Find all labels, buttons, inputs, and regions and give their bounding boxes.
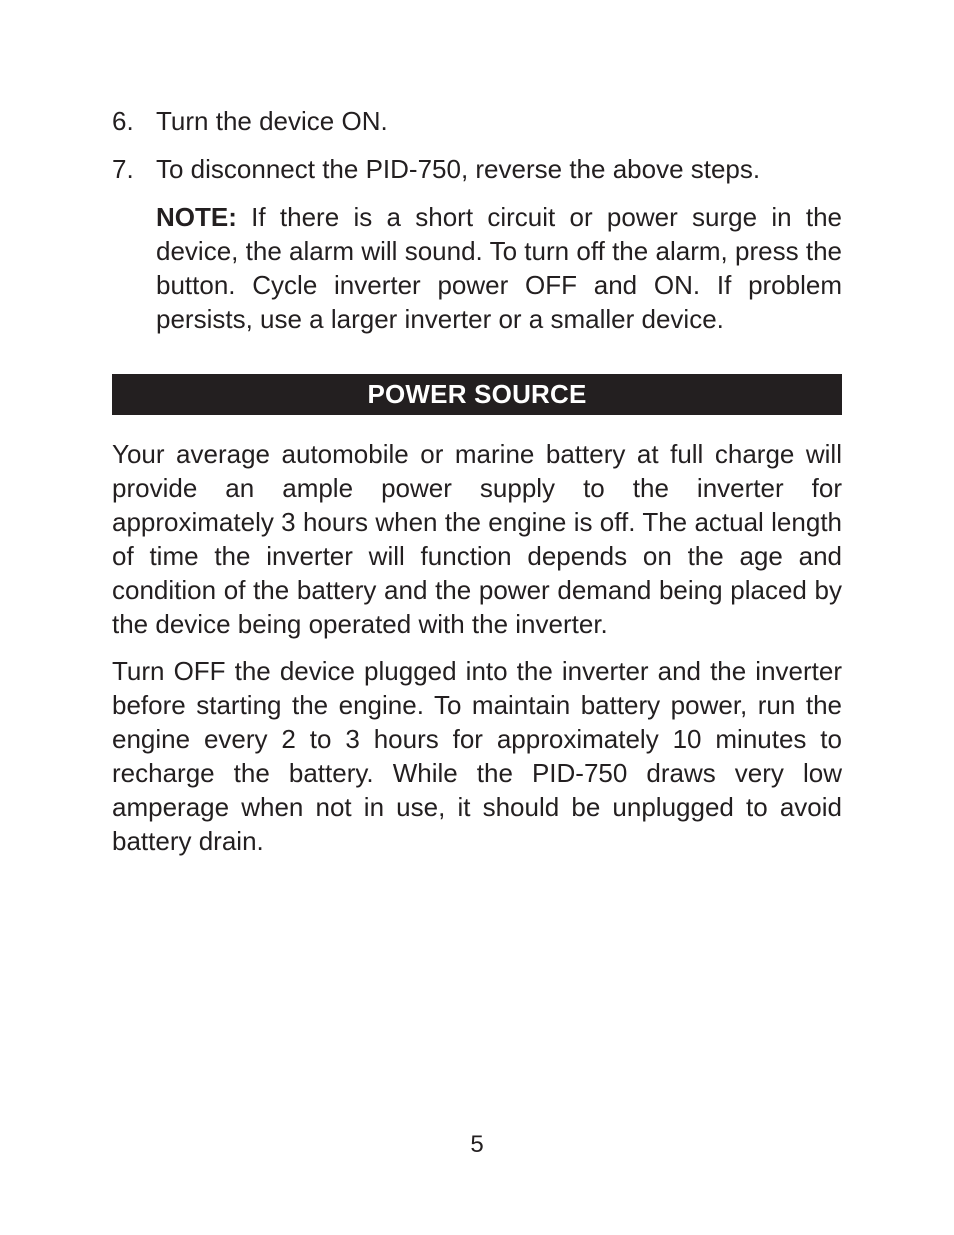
manual-page-content (112, 104, 842, 858)
body-paragraph-battery-maintenance: Turn OFF the device plugged into the inverter and the inverter before starting the engine. To maintain battery power, run the engine every 2 to 3 hours for approximately 10 minutes to recharge the battery. While the PID-750 draws very low amperage when not in use, it should be unplugged to avoid battery drain. (112, 656, 842, 856)
section-heading-bar (112, 374, 842, 415)
section-heading-title: POWER SOURCE (367, 379, 587, 409)
note-text: If there is a short circuit or power surge in the device, the alarm will sound. To turn off the alarm, press the button. Cycle inverter power OFF and ON. If problem persists, use a larger inverter or a smaller device. (156, 202, 842, 334)
note-label: NOTE: (156, 202, 237, 232)
step-text: Turn the device ON. (156, 106, 388, 136)
step-number: 6. (112, 106, 134, 136)
step-text: To disconnect the PID-750, reverse the above steps. (156, 154, 761, 184)
page-number: 5 (470, 1131, 484, 1158)
body-paragraph-battery-duration: Your average automobile or marine battery at full charge will provide an ample power supply to the inverter for approximately 3 hours when the engine is off. The actual length of time the inverter will function depends on the age and condition of the battery and the power demand being placed by the device being operated with the inverter. (112, 439, 842, 639)
step-number: 7. (112, 154, 134, 184)
list-item-step-6 (112, 104, 842, 138)
note-paragraph (156, 200, 842, 336)
list-item-step-7 (112, 152, 842, 186)
